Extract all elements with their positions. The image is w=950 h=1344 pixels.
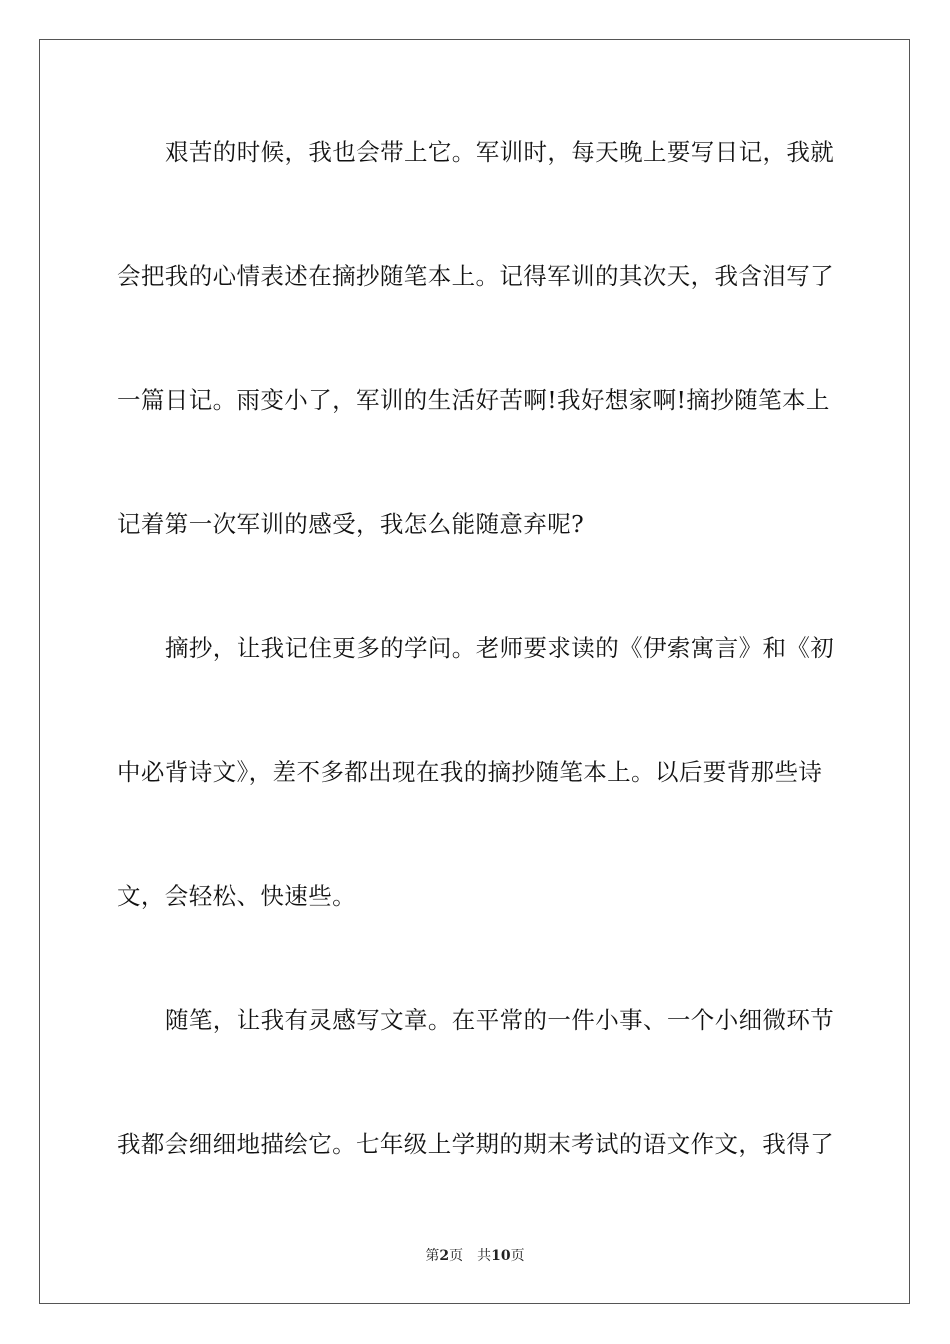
- total-page-count: 10: [491, 1248, 511, 1264]
- paragraph-1-line-4: 记着第一次军训的感受，我怎么能随意弃呢?: [117, 510, 585, 538]
- paragraph-2-line-2: 中必背诗文》，差不多都出现在我的摘抄随笔本上。以后要背那些诗: [117, 758, 823, 786]
- paragraph-1-line-2: 会把我的心情表述在摘抄随笔本上。记得军训的其次天，我含泪写了: [117, 262, 834, 290]
- paragraph-3-line-1: 随笔，让我有灵感写文章。在平常的一件小事、一个小细微环节: [165, 1006, 835, 1034]
- page-footer: [0, 1246, 950, 1266]
- page-prefix: 第: [425, 1248, 440, 1264]
- current-page-number: 2: [439, 1248, 450, 1264]
- page-unit: 页: [449, 1248, 464, 1264]
- total-prefix: 共: [477, 1248, 492, 1264]
- total-unit: 页: [510, 1248, 525, 1264]
- paragraph-2-line-3: 文，会轻松、快速些。: [117, 882, 356, 910]
- page-border: [39, 39, 910, 1304]
- paragraph-2-line-1: 摘抄，让我记住更多的学问。老师要求读的《伊索寓言》和《初: [165, 634, 835, 662]
- paragraph-3-line-2: 我都会细细地描绘它。七年级上学期的期末考试的语文作文，我得了: [117, 1130, 834, 1158]
- paragraph-1-line-3: 一篇日记。雨变小了，军训的生活好苦啊!我好想家啊!摘抄随笔本上: [117, 386, 830, 414]
- paragraph-1-line-1: 艰苦的时候，我也会带上它。军训时，每天晚上要写日记，我就: [165, 138, 835, 166]
